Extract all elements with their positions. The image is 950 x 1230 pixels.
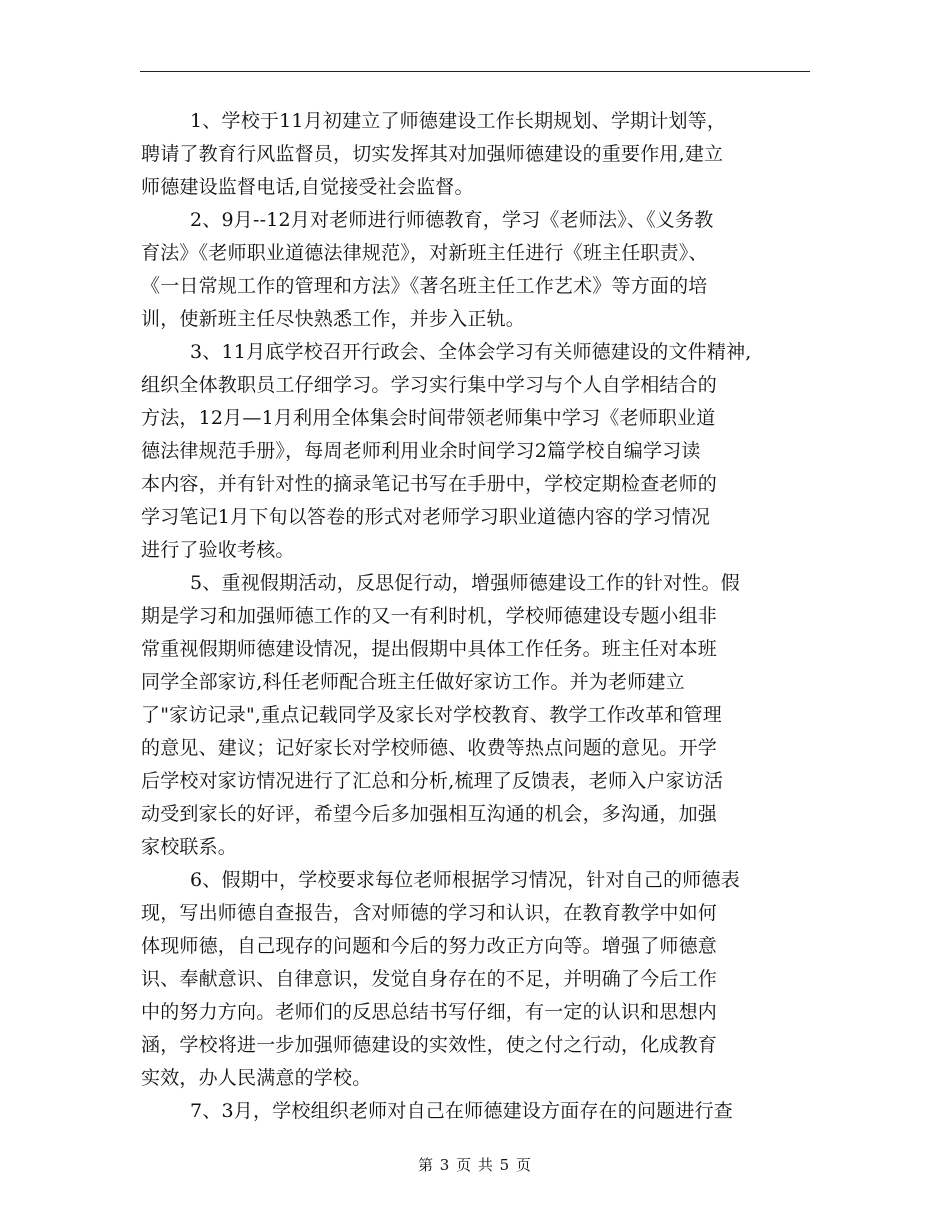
text-line: 5、重视假期活动，反思促行动，增强师德建设工作的针对性。假	[190, 572, 740, 594]
text-line: 后学校对家访情况进行了汇总和分析,梳理了反馈表，老师入户家访活	[141, 770, 724, 792]
page-number: 第 3 页 共 5 页	[418, 1156, 532, 1174]
text-line: 实效，办人民满意的学校。	[141, 1067, 372, 1089]
text-line: 体现师德，自己现存的问题和今后的努力改正方向等。增强了师德意	[141, 935, 718, 957]
text-line: 了"家访记录",重点记载同学及家长对学校教育、教学工作改革和管理	[141, 704, 722, 726]
text-line: 组织全体教职员工仔细学习。学习实行集中学习与个人自学相结合的	[141, 374, 718, 396]
text-line: 现，写出师德自查报告，含对师德的学习和认识，在教育教学中如何	[141, 902, 718, 924]
text-line: 学习笔记1月下旬以答卷的形式对老师学习职业道德内容的学习情况	[141, 506, 711, 528]
text-line: 3、11月底学校召开行政会、全体会学习有关师德建设的文件精神,	[190, 341, 752, 363]
text-line: 《一日常规工作的管理和方法》《著名班主任工作艺术》等方面的培	[141, 275, 708, 297]
text-line: 动受到家长的好评，希望今后多加强相互沟通的机会，多沟通，加强	[141, 803, 718, 825]
text-line: 育法》《老师职业道德法律规范》，对新班主任进行《班主任职责》、	[141, 242, 708, 264]
text-line: 7、3月，学校组织老师对自己在师德建设方面存在的问题进行查	[190, 1100, 733, 1122]
text-line: 期是学习和加强师德工作的又一有利时机，学校师德建设专题小组非	[141, 605, 718, 627]
text-line: 1、学校于11月初建立了师德建设工作长期规划、学期计划等，	[190, 110, 727, 132]
text-line: 方法，12月—1月利用全体集会时间带领老师集中学习《老师职业道	[141, 407, 716, 429]
text-line: 家校联系。	[141, 836, 238, 858]
text-line: 涵，学校将进一步加强师德建设的实效性，使之付之行动，化成教育	[141, 1034, 718, 1056]
text-line: 本内容，并有针对性的摘录笔记书写在手册中，学校定期检查老师的	[141, 473, 718, 495]
text-line: 德法律规范手册》，每周老师利用业余时间学习2篇学校自编学习读	[141, 440, 701, 462]
text-line: 常重视假期师德建设情况，提出假期中具体工作任务。班主任对本班	[141, 638, 718, 660]
text-line: 6、假期中，学校要求每位老师根据学习情况，针对自己的师德表	[190, 869, 740, 891]
text-line: 师德建设监督电话,自觉接受社会监督。	[141, 176, 474, 198]
text-line: 聘请了教育行风监督员，切实发挥其对加强师德建设的重要作用,建立	[141, 143, 724, 165]
text-line: 进行了验收考核。	[141, 539, 295, 561]
text-line: 识、奉献意识、自律意识，发觉自身存在的不足，并明确了今后工作	[141, 968, 718, 990]
text-line: 训，使新班主任尽快熟悉工作，并步入正轨。	[141, 308, 526, 330]
text-line: 中的努力方向。老师们的反思总结书写仔细，有一定的认识和思想内	[141, 1001, 718, 1023]
text-line: 2、9月--12月对老师进行师德教育，学习《老师法》、《义务教	[190, 209, 714, 231]
text-line: 同学全部家访,科任老师配合班主任做好家访工作。并为老师建立	[141, 671, 685, 693]
text-line: 的意见、建议；记好家长对学校师德、收费等热点问题的意见。开学	[141, 737, 718, 759]
